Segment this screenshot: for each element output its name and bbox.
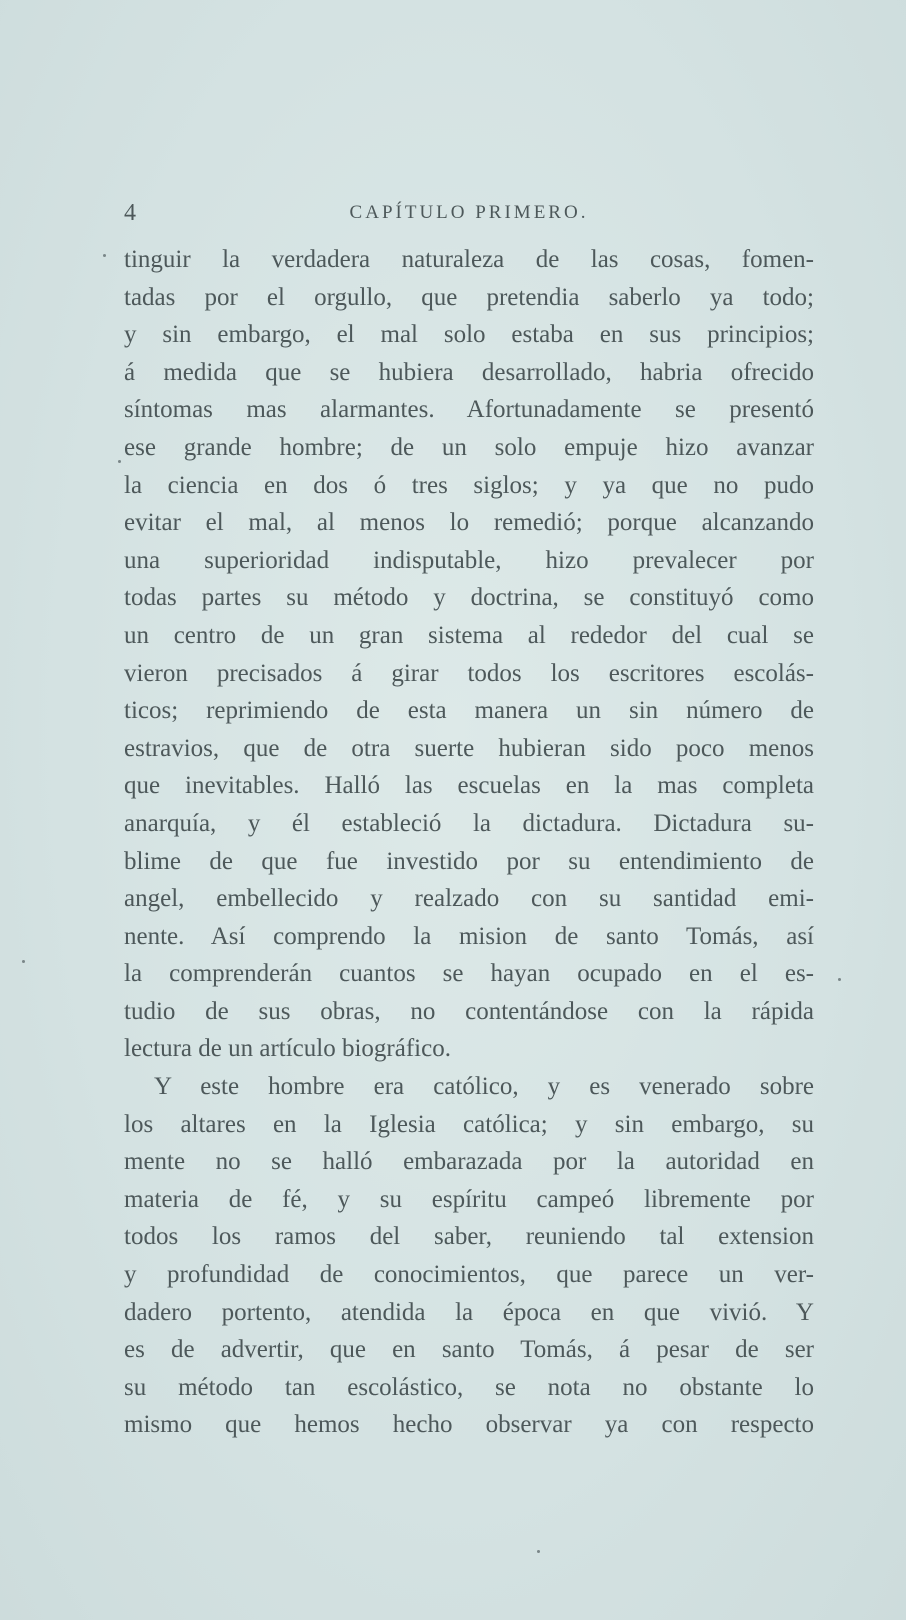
text-line: una superioridad indisputable, hizo prevalecer por: [124, 546, 814, 574]
chapter-title: CAPÍTULO PRIMERO.: [349, 202, 589, 223]
ink-speck: [118, 460, 121, 463]
text-line: ese grande hombre; de un solo empuje hizo avanzar: [124, 433, 814, 461]
text-line: los altares en la Iglesia católica; y sin embargo, su: [124, 1110, 814, 1138]
text-line: todos los ramos del saber, reuniendo tal extension: [124, 1223, 814, 1251]
text-line: nente. Así comprendo la mision de santo Tomás, así: [124, 922, 814, 950]
text-line: tinguir la verdadera naturaleza de las cosas, fomen-: [124, 246, 814, 273]
text-line: materia de fé, y su espíritu campeó libremente por: [124, 1185, 814, 1213]
text-line: evitar el mal, al menos lo remedió; porque alcanzando: [124, 509, 814, 537]
text-line: mente no se halló embarazada por la autoridad en: [124, 1148, 814, 1176]
running-head: [124, 200, 814, 230]
text-line: que inevitables. Halló las escuelas en la mas completa: [124, 772, 814, 800]
text-line: estravios, que de otra suerte hubieran sido poco menos: [124, 734, 814, 762]
text-line: síntomas mas alarmantes. Afortunadamente se presentó: [124, 396, 814, 424]
text-line: vieron precisados á girar todos los escritores escolás-: [124, 659, 814, 687]
text-line: ticos; reprimiendo de esta manera un sin número de: [124, 697, 814, 725]
text-line: blime de que fue investido por su entendimiento de: [124, 847, 814, 875]
text-line: la ciencia en dos ó tres siglos; y ya que no pudo: [124, 471, 814, 499]
body-text: [124, 241, 814, 1444]
text-line: mismo que hemos hecho observar ya con respecto: [124, 1411, 814, 1439]
text-line: lectura de un artículo biográfico.: [124, 1035, 451, 1063]
text-line: tadas por el orgullo, que pretendia saberlo ya todo;: [124, 283, 814, 311]
text-line: dadero portento, atendida la época en que vivió. Y: [124, 1298, 814, 1326]
text-line: la comprenderán cuantos se hayan ocupado en el es-: [124, 960, 814, 988]
ink-speck: [103, 254, 106, 257]
text-line: Y este hombre era católico, y es venerado sobre: [154, 1073, 814, 1101]
text-line: y sin embargo, el mal solo estaba en sus principios;: [124, 321, 814, 349]
ink-speck: [22, 960, 25, 963]
text-line: anarquía, y él estableció la dictadura. Dictadura su-: [124, 809, 814, 837]
text-line: á medida que se hubiera desarrollado, habria ofrecido: [124, 358, 814, 386]
ink-speck: [838, 978, 841, 981]
text-line: un centro de un gran sistema al rededor del cual se: [124, 621, 814, 649]
text-line: todas partes su método y doctrina, se constituyó como: [124, 584, 814, 612]
text-line: y profundidad de conocimientos, que parece un ver-: [124, 1261, 814, 1289]
page-number: 4: [124, 200, 137, 226]
ink-speck: [537, 1550, 540, 1553]
text-line: angel, embellecido y realzado con su santidad emi-: [124, 885, 814, 913]
text-line: su método tan escolástico, se nota no obstante lo: [124, 1373, 814, 1401]
text-line: es de advertir, que en santo Tomás, á pesar de ser: [124, 1336, 814, 1364]
text-line: tudio de sus obras, no contentándose con la rápida: [124, 997, 814, 1025]
